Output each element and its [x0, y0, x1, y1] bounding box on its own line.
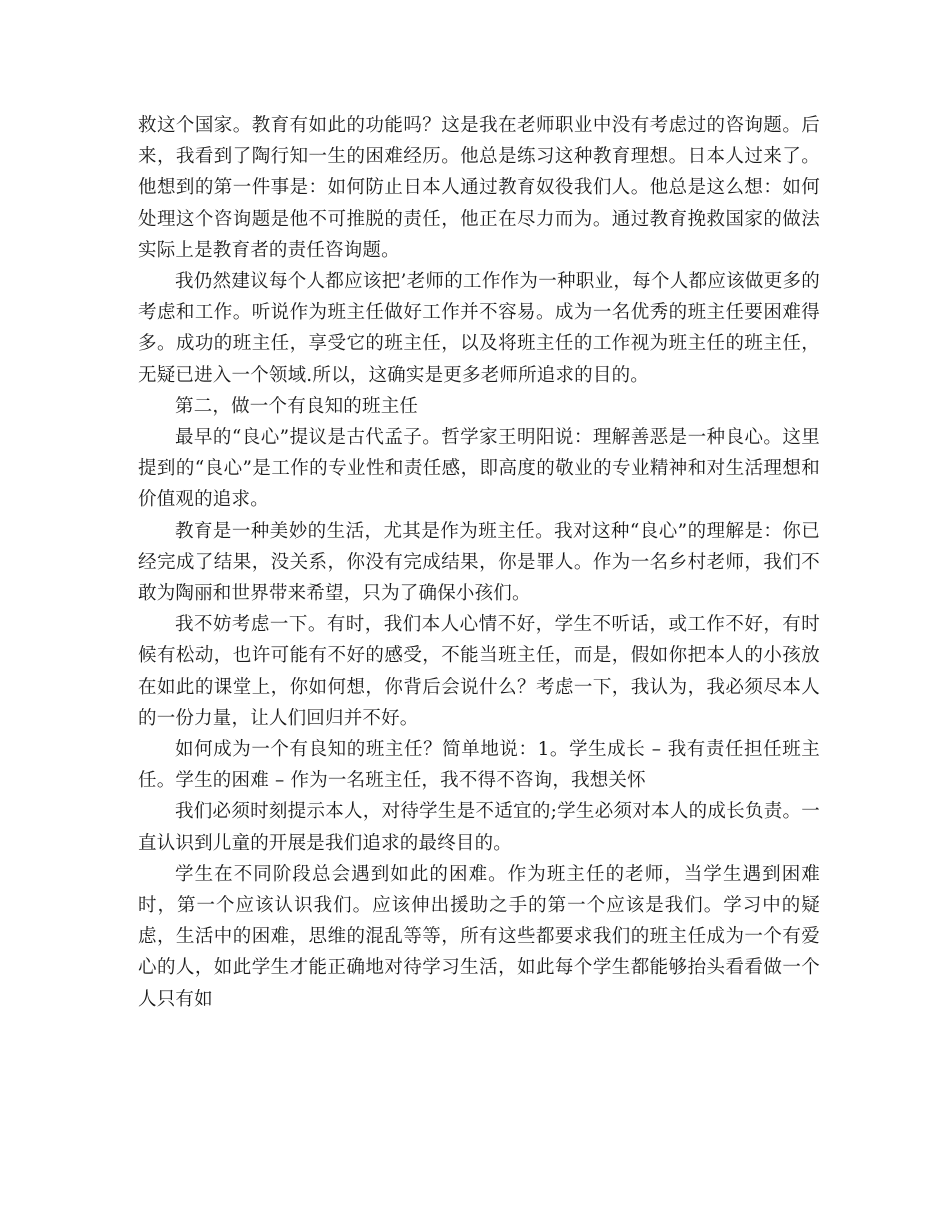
- paragraph-5: 我不妨考虑一下。有时，我们本人心情不好，学生不听话，或工作不好，有时候有松动，也许可能有不好的感受，不能当班主任，而是，假如你把本人的小孩放在如此的课堂上，你如何想，你背后会说什么？考虑一下，我认为，我必须尽本人的一份力量，让人们回归并不好。: [138, 614, 820, 729]
- document-body: [138, 110, 820, 1015]
- paragraph-4: 教育是一种美妙的生活，尤其是作为班主任。我对这种“良心”的理解是：你已经完成了结果，没关系，你没有完成结果，你是罪人。作为一名乡村老师，我们不敢为陶丽和世界带来希望，只为了确保小孩们。: [138, 520, 820, 605]
- paragraph-3: 最早的“良心”提议是古代孟子。哲学家王明阳说：理解善恶是一种良心。这里提到的“良心”是工作的专业性和责任感，即高度的敬业的专业精神和对生活理想和价值观的追求。: [138, 427, 820, 511]
- section-heading: 第二，做一个有良知的班主任: [175, 395, 419, 417]
- paragraph-2: 我仍然建议每个人都应该把’老师的工作作为一种职业，每个人都应该做更多的考虑和工作。听说作为班主任做好工作并不容易。成为一名优秀的班主任要困难得多。成功的班主任，享受它的班主任，以及将班主任的工作视为班主任的班主任，无疑已进入一个领域.所以，这确实是更多老师所追求的目的。: [138, 271, 820, 386]
- paragraph-1: 救这个国家。教育有如此的功能吗？这是我在老师职业中没有考虑过的咨询题。后来，我看到了陶行知一生的困难经历。他总是练习这种教育理想。日本人过来了。他想到的第一件事是：如何防止日本人通过教育奴役我们人。他总是这么想：如何处理这个咨询题是他不可推脱的责任，他正在尽力而为。通过教育挽救国家的做法实际上是教育者的责任咨询题。: [138, 115, 820, 261]
- paragraph-7: 我们必须时刻提示本人，对待学生是不适宜的;学生必须对本人的成长负责。一直认识到儿童的开展是我们追求的最终目的。: [138, 801, 820, 854]
- paragraph-8: 学生在不同阶段总会遇到如此的困难。作为班主任的老师，当学生遇到困难时，第一个应该认识我们。应该伸出援助之手的第一个应该是我们。学习中的疑虑，生活中的困难，思维的混乱等等，所有这些都要求我们的班主任成为一个有爱心的人，如此学生才能正确地对待学习生活，如此每个学生都能够抬头看看做一个人只有如: [138, 863, 820, 1010]
- paragraph-6: 如何成为一个有良知的班主任？简单地说：1。学生成长 – 我有责任担任班主任。学生的困难 – 作为一名班主任，我不得不咨询，我想关怀: [138, 739, 820, 792]
